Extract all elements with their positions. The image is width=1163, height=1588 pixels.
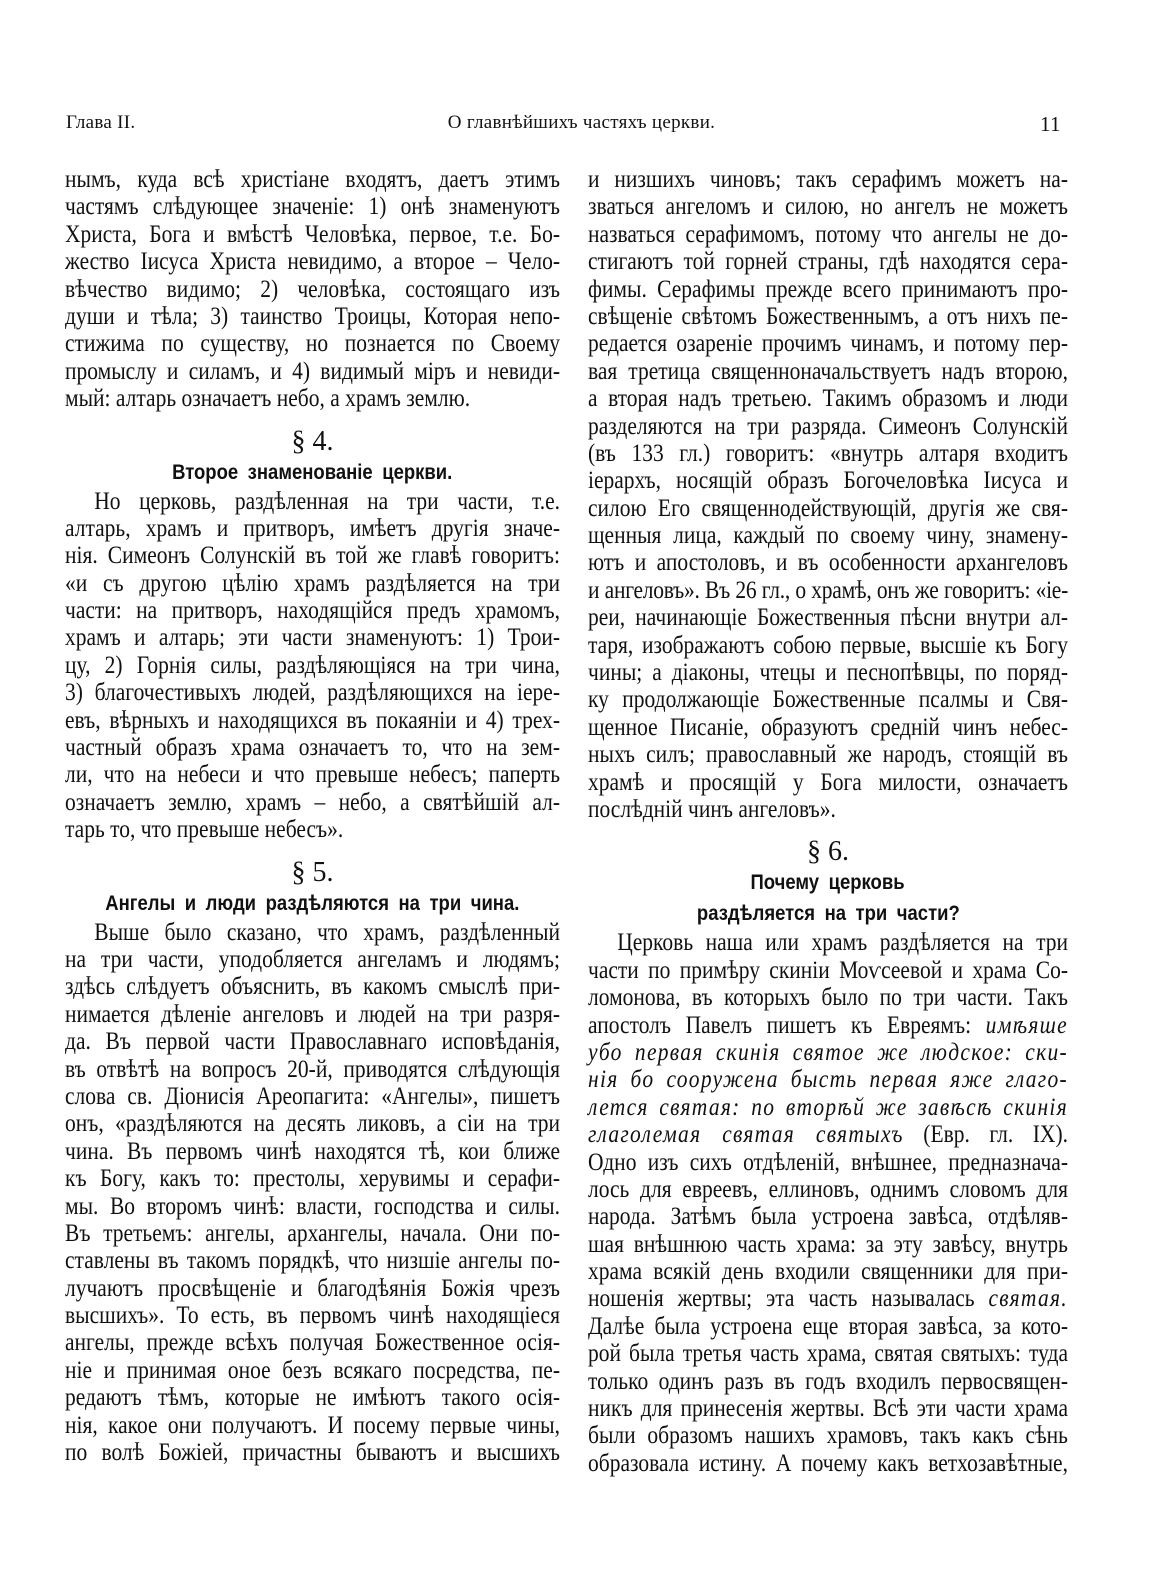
italic-quote-text: лется святая: по вторѣй же завѣсѣ скинія [588, 1093, 1068, 1121]
paragraph [588, 929, 1068, 1477]
section-heading-text: раздѣляется на три части? [696, 902, 960, 926]
text-line: мы. Во второмъ чинѣ: власти, господства и силы. [65, 1192, 560, 1220]
paragraph [65, 166, 560, 413]
text-line: стигаютъ той горней страны, гдѣ находятся сера- [588, 248, 1068, 276]
text-line: лучаютъ просвѣщеніе и благодѣянія Божія чрезъ [65, 1274, 560, 1302]
section-heading [588, 867, 1068, 898]
text-line: таря, изображаютъ собою первые, высшіе къ Богу [588, 631, 1068, 659]
text-line: силою Его священнодействующій, другія же свя- [588, 494, 1068, 522]
text-line [588, 1039, 1068, 1066]
text-line: храмѣ и просящій у Бога милости, означаетъ [588, 768, 1068, 796]
text-line: нымъ, куда всѣ христіане входятъ, даетъ этимъ [65, 166, 560, 193]
text-line: алтарь, храмъ и притворъ, имѣетъ другія значе- [65, 514, 560, 542]
text-line: редаютъ тѣмъ, которые не имѣютъ такого осія- [65, 1384, 560, 1412]
text-segment: (Евр. гл. IX). [903, 1121, 1068, 1149]
italic-quote-text: святая. [988, 1285, 1068, 1313]
text-line: щенныя лица, каждый по своему чину, знамену- [588, 522, 1068, 550]
text-line: щенное Писаніе, образуютъ средній чинъ небес- [588, 713, 1068, 741]
running-header-chapter: Глава II. [66, 112, 136, 133]
text-line: цу, 2) Горнія силы, раздѣляющіяся на три чина, [65, 651, 560, 679]
text-line: ныхъ силъ; православный же народъ, стоящій въ [588, 741, 1068, 769]
text-line: стижима по существу, но познается по Своему [65, 330, 560, 358]
text-line: (въ 133 гл.) говоритъ: «внутрь алтаря входитъ [588, 439, 1068, 467]
text-line: части по примѣру скиніи Моѵсеевой и храма Со- [588, 956, 1068, 984]
text-line: частный образъ храма означаетъ то, что на зем- [65, 734, 560, 762]
section-heading-text: Второе знаменованіе церкви. [172, 460, 453, 484]
paragraph [65, 488, 560, 844]
text-line: были образомъ нашихъ храмовъ, такъ какъ сѣнь [588, 1422, 1068, 1450]
text-line: да. Въ первой части Православнаго исповѣданія, [65, 1028, 560, 1056]
text-line: рой была третья часть храма, святая святыхъ: туда [588, 1340, 1068, 1368]
text-line: редается озареніе прочимъ чинамъ, и потому пер- [588, 330, 1068, 358]
text-line: въ отвѣтѣ на вопросъ 20-й, приводятся слѣдующія [65, 1055, 560, 1083]
italic-quote-text: глаголемая святая святыхъ [588, 1121, 904, 1149]
text-line: народа. Затѣмъ была устроена завѣса, отдѣляв- [588, 1203, 1068, 1231]
text-line: Но церковь, раздѣленная на три части, т.е. [94, 487, 560, 515]
italic-quote-text: нія бо сооружена бысть первая яже глаго- [588, 1066, 1068, 1094]
text-line: 3) благочестивыхъ людей, раздѣляющихся на іере- [65, 679, 560, 707]
text-line: свѣщеніе свѣтомъ Божественнымъ, а отъ нихъ пе- [588, 302, 1068, 330]
text-line: онъ, «раздѣляются на десять ликовъ, а сіи на три [65, 1110, 560, 1138]
text-line: а вторая надъ третьею. Такимъ образомъ и люди [588, 385, 1068, 413]
text-line: іерархъ, носящій образъ Богочеловѣка Іисуса и [588, 467, 1068, 495]
text-line: вая третица священноначальствуетъ надъ второю, [588, 357, 1068, 385]
text-line: никъ для принесенія жертвы. Всѣ эти части храма [588, 1395, 1068, 1423]
section-number: § 5. [291, 856, 334, 888]
text-line [588, 1066, 1068, 1093]
text-line: на три части, уподобляется ангеламъ и людямъ; [65, 945, 560, 973]
section-heading [65, 888, 560, 919]
section-heading [65, 457, 560, 488]
text-line: по волѣ Божіей, причастны бываютъ и высшихъ [65, 1439, 560, 1467]
italic-quote-text: имѣяше [985, 1011, 1068, 1039]
text-line: зваться ангеломъ и силою, но ангелъ не можетъ [588, 193, 1068, 221]
text-line: чины; а діаконы, чтецы и песнопѣвцы, по поряд- [588, 659, 1068, 687]
text-line: Далѣе была устроена еще вторая завѣса, за кото- [588, 1312, 1068, 1340]
text-line: частямъ слѣдующее значеніе: 1) онѣ знаменуютъ [65, 193, 560, 221]
text-line: лось для евреевъ, еллиновъ, однимъ словомъ для [588, 1175, 1068, 1203]
text-line: ангелы, прежде всѣхъ получая Божественное осія- [65, 1329, 560, 1357]
text-line: ютъ и апостоловъ, и въ особенности архангеловъ [588, 549, 1068, 577]
text-line: нія, какое они получаютъ. И посему первые чины, [65, 1411, 560, 1439]
text-line: шая внѣшнюю часть храма: за эту завѣсу, внутрь [588, 1230, 1068, 1258]
section-heading-text: Почему церковь [750, 871, 906, 895]
paragraph [65, 919, 560, 1467]
text-line: означаетъ землю, храмъ – небо, а святѣйшій ал- [65, 788, 560, 816]
section-heading [588, 898, 1068, 929]
text-line: и низшихъ чиновъ; такъ серафимъ можетъ на- [588, 166, 1068, 193]
text-line: промыслу и силамъ, и 4) видимый міръ и невиди- [65, 357, 560, 385]
text-line: ли, что на небеси и что превыше небесъ; паперть [65, 761, 560, 789]
text-line: ломонова, въ которыхъ было по три части. Такъ [588, 984, 1068, 1012]
section-number: § 6. [807, 836, 849, 868]
text-line: тарь то, что превыше небесъ». [65, 816, 344, 844]
text-segment: ношенія жертвы; эта часть называлась [588, 1285, 989, 1313]
text-line: Въ третьемъ: ангелы, архангелы, начала. Они по- [65, 1219, 560, 1247]
text-line: нія. Симеонъ Солунскій въ той же главѣ говоритъ: [65, 542, 560, 570]
text-line: души и тѣла; 3) таинство Троицы, Которая непо- [65, 302, 560, 330]
text-line: образовала истину. А почему какъ ветхозавѣтные, [588, 1449, 1068, 1477]
text-line: ку продолжающіе Божественные псалмы и Свя- [588, 686, 1068, 714]
text-line: назваться серафимомъ, потому что ангелы не до- [588, 220, 1068, 248]
page-number: 11 [1040, 112, 1061, 136]
text-line: разделяются на три разряда. Симеонъ Солунскій [588, 412, 1068, 440]
text-line: Христа, Бога и вмѣстѣ Человѣка, первое, т.е. Бо- [65, 220, 560, 248]
paragraph [588, 166, 1068, 823]
text-line: Церковь наша или храмъ раздѣляется на три [617, 929, 1068, 957]
section-heading-text: Ангелы и люди раздѣляются на три чина. [105, 891, 520, 915]
text-column-left [65, 166, 560, 1466]
text-column-right [588, 166, 1068, 1477]
text-line [588, 1012, 1068, 1039]
text-line: Выше было сказано, что храмъ, раздѣленный [94, 918, 560, 946]
text-line: ніе и принимая оное безъ всякаго посредства, пе- [65, 1356, 560, 1384]
text-line: только одинъ разъ въ годъ входилъ первосвящен- [588, 1367, 1068, 1395]
text-line: храмъ и алтарь; эти части знаменуютъ: 1) Трои- [65, 624, 560, 652]
text-line: и ангеловъ». Въ 26 гл., о храмѣ, онъ же говоритъ: «іе- [588, 576, 1068, 604]
text-line: здѣсь слѣдуетъ объяснить, въ какомъ смыслѣ при- [65, 973, 560, 1001]
italic-quote-text: убо первая скинія святое же людское: ски- [588, 1038, 1068, 1066]
text-line: слова св. Діонисія Ареопагита: «Ангелы», пишетъ [65, 1082, 560, 1110]
text-line [588, 1121, 1068, 1148]
text-line: фимы. Серафимы прежде всего принимаютъ про- [588, 275, 1068, 303]
text-line: послѣдній чинъ ангеловъ». [588, 795, 836, 823]
text-line: евъ, вѣрныхъ и находящихся въ покаяніи и 4) трех- [65, 706, 560, 734]
section-number: § 4. [291, 425, 334, 457]
text-line: вѣчество видимо; 2) человѣка, состоящаго изъ [65, 275, 560, 303]
text-line: къ Богу, какъ то: престолы, херувимы и серафи- [65, 1165, 560, 1193]
text-line: части: на притворъ, находящійся предъ храмомъ, [65, 597, 560, 625]
running-header-title: О главнѣйшихъ частяхъ церкви. [447, 112, 716, 133]
text-line: «и съ другою цѣлію храмъ раздѣляется на три [65, 569, 560, 597]
text-line: Одно изъ сихъ отдѣленій, внѣшнее, предназнача- [588, 1148, 1068, 1176]
text-line: нимается дѣленіе ангеловъ и людей на три разря- [65, 1000, 560, 1028]
text-line: чина. Въ первомъ чинѣ находятся тѣ, кои ближе [65, 1137, 560, 1165]
text-segment: апостолъ Павелъ пишетъ къ Евреямъ: [588, 1011, 986, 1039]
text-line: жество Іисуса Христа невидимо, а второе – Чело- [65, 248, 560, 276]
text-line: реи, начинающіе Божественныя пѣсни внутри ал- [588, 604, 1068, 632]
text-line [588, 1285, 1068, 1312]
text-line: ставлены въ такомъ порядкѣ, что низшіе ангелы по- [65, 1247, 560, 1275]
text-line [588, 1094, 1068, 1121]
text-line: мый: алтарь означаетъ небо, а храмъ землю. [65, 385, 471, 413]
text-line: храма всякій день входили священники для при- [588, 1258, 1068, 1286]
text-line: высшихъ». То есть, въ первомъ чинѣ находящіеся [65, 1302, 560, 1330]
